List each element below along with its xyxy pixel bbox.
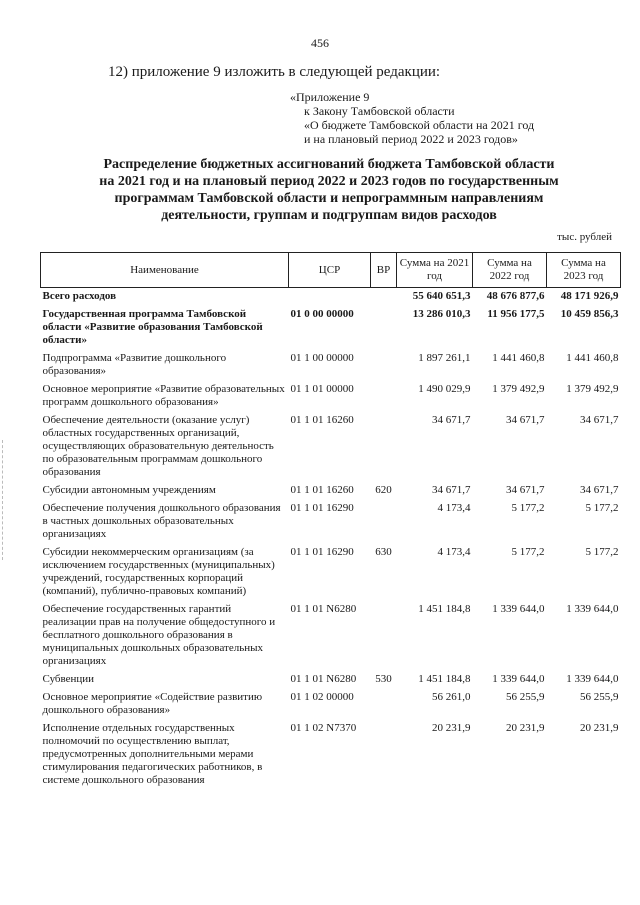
cell-sum-2022: 1 339 644,0 [492, 603, 545, 615]
cell-sum-2022: 48 676 877,6 [486, 290, 545, 302]
cell-sum-2021: 1 490 029,9 [418, 383, 471, 395]
cell-sum-2023: 34 671,7 [580, 414, 619, 426]
cell-sum-2023: 1 339 644,0 [566, 673, 619, 685]
header-sum-2023: Сумма на 2023 год [547, 253, 621, 288]
cell-sum-2021: 1 451 184,8 [418, 603, 471, 615]
document-title [40, 156, 618, 224]
cell-name: Субсидии некоммерческим организациям (за исключением государственных (муниципальных) учреждений, государственных корпораций (компаний), публично-правовых компаний) [42, 546, 275, 597]
amendment-intro: 12) приложение 9 изложить в следующей редакции: [108, 64, 441, 80]
cell-vr [371, 689, 397, 720]
header-csr: ЦСР [289, 253, 371, 288]
cell-sum-2023: 10 459 856,3 [560, 308, 619, 320]
cell-name: Субсидии автономным учреждениям [42, 484, 216, 496]
table-row [41, 544, 621, 601]
cell-sum-2021: 4 173,4 [437, 502, 471, 514]
cell-sum-2022: 5 177,2 [511, 546, 545, 558]
cell-csr: 01 1 01 16260 [290, 414, 354, 426]
cell-vr [371, 601, 397, 671]
cell-sum-2023: 5 177,2 [585, 546, 619, 558]
table-row [41, 482, 621, 500]
cell-csr: 01 1 01 16290 [290, 502, 354, 514]
table-row [41, 350, 621, 381]
cell-vr [371, 412, 397, 482]
cell-csr: 01 1 02 00000 [290, 691, 354, 703]
cell-sum-2021: 34 671,7 [432, 414, 471, 426]
table-row [41, 306, 621, 350]
appendix-line: к Закону Тамбовской области [304, 104, 455, 118]
header-name: Наименование [41, 253, 289, 288]
cell-sum-2021: 1 451 184,8 [418, 673, 471, 685]
cell-name: Подпрограмма «Развитие дошкольного образования» [42, 352, 227, 377]
table-body [41, 288, 621, 791]
appendix-line: и на плановый период 2022 и 2023 годов» [304, 132, 518, 146]
cell-vr [371, 350, 397, 381]
table-row [41, 689, 621, 720]
title-line: Распределение бюджетных ассигнований бюджета Тамбовской области [103, 157, 555, 172]
cell-vr: 620 [375, 484, 392, 496]
table-row [41, 720, 621, 790]
cell-csr: 01 1 01 16260 [290, 484, 354, 496]
cell-name: Основное мероприятие «Развитие образовательных программ дошкольного образования» [42, 383, 285, 408]
binding-margin-mark [2, 440, 5, 560]
cell-csr: 01 1 01 N6280 [290, 673, 357, 685]
cell-vr [371, 381, 397, 412]
header-sum-2021: Сумма на 2021 год [397, 253, 473, 288]
cell-sum-2021: 34 671,7 [432, 484, 471, 496]
cell-csr: 01 1 01 N6280 [290, 603, 357, 615]
table-row [41, 412, 621, 482]
cell-sum-2022: 1 441 460,8 [492, 352, 545, 364]
appendix-reference [290, 90, 534, 146]
appendix-line: «О бюджете Тамбовской области на 2021 год [304, 118, 535, 132]
cell-sum-2023: 5 177,2 [585, 502, 619, 514]
table-header-row [41, 253, 621, 288]
cell-name: Государственная программа Тамбовской области «Развитие образования Тамбовской области» [42, 308, 263, 346]
title-line: программам Тамбовской области и непрограммным направлениям [114, 191, 544, 206]
cell-vr: 630 [375, 546, 392, 558]
cell-csr: 01 1 02 N7370 [290, 722, 357, 734]
page-number: 456 [311, 36, 329, 50]
cell-sum-2023: 20 231,9 [580, 722, 619, 734]
cell-name: Обеспечение получения дошкольного образования в частных дошкольных образовательных организациях [42, 502, 281, 540]
table-row [41, 671, 621, 689]
cell-sum-2023: 48 171 926,9 [560, 290, 619, 302]
budget-table [40, 252, 621, 790]
cell-sum-2023: 56 255,9 [580, 691, 619, 703]
cell-name: Всего расходов [42, 290, 117, 302]
cell-csr: 01 1 00 00000 [290, 352, 354, 364]
header-vr: ВР [371, 253, 397, 288]
table-row [41, 500, 621, 544]
table-row [41, 288, 621, 307]
cell-sum-2023: 34 671,7 [580, 484, 619, 496]
cell-sum-2021: 56 261,0 [432, 691, 471, 703]
cell-csr: 01 1 01 16290 [290, 546, 354, 558]
cell-sum-2022: 1 379 492,9 [492, 383, 545, 395]
cell-name: Исполнение отдельных государственных полномочий по осуществлению выплат, предусмотренных дополнительными мерами стимулирования педагогических работников, в системе дошкольного образования [42, 722, 263, 786]
cell-name: Обеспечение государственных гарантий реализации прав на получение общедоступного и бесплатного дошкольного образования в муниципальных дошкольных образовательных организациях [42, 603, 276, 667]
cell-csr: 01 1 01 00000 [290, 383, 354, 395]
cell-vr [371, 500, 397, 544]
cell-csr [289, 288, 371, 307]
units-label: тыс. рублей [557, 231, 612, 243]
cell-sum-2022: 34 671,7 [506, 414, 545, 426]
cell-sum-2022: 5 177,2 [511, 502, 545, 514]
cell-sum-2021: 20 231,9 [432, 722, 471, 734]
cell-sum-2021: 55 640 651,3 [412, 290, 471, 302]
cell-sum-2023: 1 441 460,8 [566, 352, 619, 364]
cell-sum-2022: 11 956 177,5 [487, 308, 545, 320]
cell-vr [371, 288, 397, 307]
table-row [41, 381, 621, 412]
cell-sum-2022: 56 255,9 [506, 691, 545, 703]
cell-sum-2023: 1 339 644,0 [566, 603, 619, 615]
cell-vr [371, 306, 397, 350]
cell-sum-2021: 1 897 261,1 [418, 352, 471, 364]
cell-vr: 530 [375, 673, 392, 685]
cell-sum-2022: 1 339 644,0 [492, 673, 545, 685]
cell-sum-2022: 34 671,7 [506, 484, 545, 496]
appendix-line: «Приложение 9 [290, 90, 370, 104]
cell-sum-2022: 20 231,9 [506, 722, 545, 734]
cell-name: Обеспечение деятельности (оказание услуг) областных государственных организаций, осуществляющих образовательную деятельность по образовательным программам дошкольного образования [42, 414, 274, 478]
header-sum-2022: Сумма на 2022 год [473, 253, 547, 288]
cell-sum-2023: 1 379 492,9 [566, 383, 619, 395]
cell-name: Субвенции [42, 673, 95, 685]
title-line: деятельности, группам и подгруппам видов расходов [161, 208, 497, 223]
cell-sum-2021: 4 173,4 [437, 546, 471, 558]
cell-csr: 01 0 00 00000 [290, 308, 354, 320]
cell-vr [371, 720, 397, 790]
cell-sum-2021: 13 286 010,3 [412, 308, 471, 320]
cell-name: Основное мероприятие «Содействие развитию дошкольного образования» [42, 691, 263, 716]
table-row [41, 601, 621, 671]
title-line: на 2021 год и на плановый период 2022 и 2023 годов по государственным [99, 174, 559, 189]
